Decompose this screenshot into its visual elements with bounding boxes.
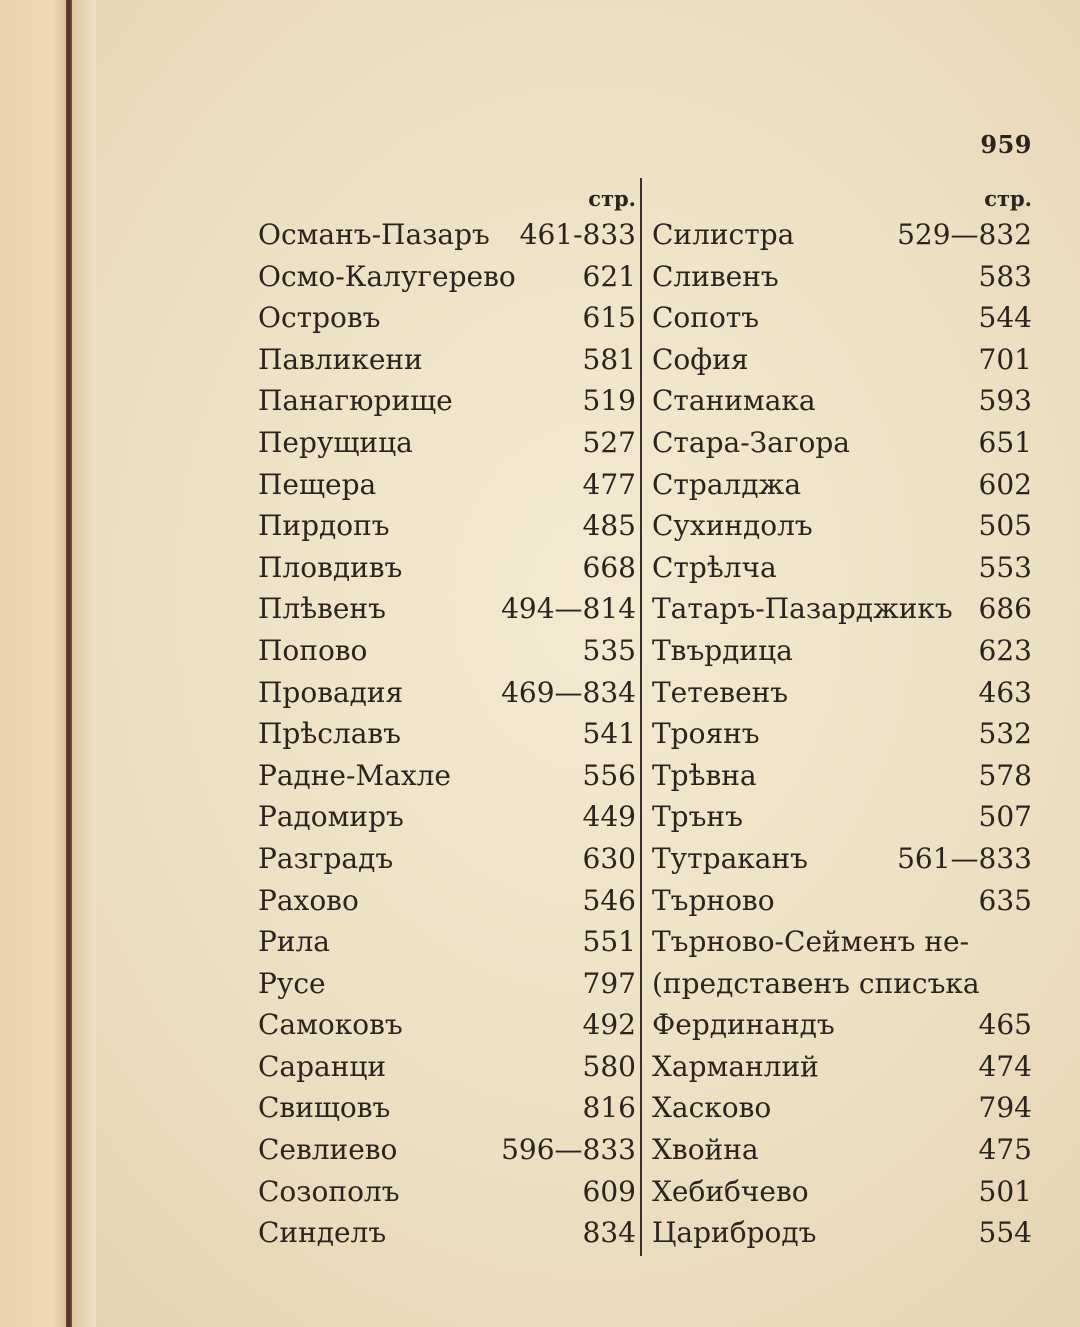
left-index-column xyxy=(258,186,636,1254)
index-entry xyxy=(652,1171,1032,1213)
entry-place-name: София xyxy=(652,342,749,376)
entry-place-name: Силистра xyxy=(652,218,795,251)
index-entry xyxy=(652,464,1032,506)
index-note-line-1: Търново-Сейменъ не- xyxy=(652,925,970,959)
entry-page-ref: 494—814 xyxy=(501,592,636,626)
entry-page-ref: 485 xyxy=(582,509,636,543)
entry-page-ref: 701 xyxy=(978,342,1032,376)
index-entry xyxy=(652,880,1032,922)
entry-place-name: Свищовъ xyxy=(258,1091,391,1125)
left-entry-list xyxy=(258,214,636,1254)
entry-page-ref: 580 xyxy=(582,1049,636,1083)
entry-page-ref: 581 xyxy=(582,342,636,376)
index-entry xyxy=(652,547,1032,589)
index-entry xyxy=(258,256,636,298)
right-entry-list-top xyxy=(652,214,1032,921)
entry-place-name: Фердинандъ xyxy=(652,1008,835,1042)
index-entry xyxy=(652,1004,1032,1046)
index-entry xyxy=(258,297,636,339)
entry-place-name: Троянъ xyxy=(652,717,760,751)
index-entry xyxy=(652,297,1032,339)
entry-page-ref: 544 xyxy=(978,301,1032,335)
book-spine-edge xyxy=(66,0,72,1327)
entry-page-ref: 556 xyxy=(582,758,636,792)
entry-place-name: Провадия xyxy=(258,675,404,709)
entry-place-name: Станимака xyxy=(652,384,816,418)
index-entry xyxy=(258,380,636,422)
entry-page-ref: 623 xyxy=(978,633,1032,667)
index-entry xyxy=(258,1046,636,1088)
entry-page-ref: 465 xyxy=(978,1008,1032,1042)
entry-place-name: Пловдивъ xyxy=(258,550,403,584)
index-entry xyxy=(258,464,636,506)
entry-page-ref: 527 xyxy=(582,425,636,459)
entry-place-name: Стара-Загора xyxy=(652,425,850,459)
entry-page-ref: 668 xyxy=(582,550,636,584)
index-entry xyxy=(652,796,1032,838)
entry-page-ref: 474 xyxy=(978,1049,1032,1083)
index-entry xyxy=(652,1129,1032,1171)
entry-place-name: Радомиръ xyxy=(258,800,404,834)
index-entry xyxy=(258,422,636,464)
entry-page-ref: 475 xyxy=(978,1133,1032,1167)
index-entry xyxy=(652,505,1032,547)
index-entry xyxy=(652,588,1032,630)
index-entry xyxy=(258,1087,636,1129)
entry-place-name: Попово xyxy=(258,633,368,667)
entry-page-ref: 621 xyxy=(582,259,636,293)
entry-page-ref: 794 xyxy=(978,1091,1032,1125)
index-entry xyxy=(258,339,636,381)
index-entry xyxy=(258,880,636,922)
entry-page-ref: 519 xyxy=(582,384,636,418)
entry-place-name: Тетевенъ xyxy=(652,675,789,709)
entry-place-name: Трънъ xyxy=(652,800,743,834)
entry-place-name: Созополъ xyxy=(258,1174,400,1208)
index-entry xyxy=(652,838,1032,880)
index-entry xyxy=(258,1171,636,1213)
entry-place-name: Стралджа xyxy=(652,467,802,501)
index-entry xyxy=(652,339,1032,381)
entry-page-ref: 630 xyxy=(582,841,636,875)
entry-page-ref: 461-833 xyxy=(519,218,636,251)
index-entry xyxy=(652,380,1032,422)
entry-page-ref: 596—833 xyxy=(501,1133,636,1167)
entry-place-name: Разградъ xyxy=(258,841,394,875)
entry-page-ref: 529—832 xyxy=(897,218,1032,251)
index-entry xyxy=(258,963,636,1005)
index-entry xyxy=(258,1129,636,1171)
entry-page-ref: 546 xyxy=(582,883,636,917)
entry-page-ref: 532 xyxy=(978,717,1032,751)
right-index-column xyxy=(652,186,1032,1254)
entry-page-ref: 541 xyxy=(582,717,636,751)
entry-place-name: Севлиево xyxy=(258,1133,398,1167)
entry-place-name: Хебибчево xyxy=(652,1174,809,1208)
entry-page-ref: 602 xyxy=(978,467,1032,501)
right-column-header: стр. xyxy=(984,186,1032,211)
entry-place-name: Пещера xyxy=(258,467,377,501)
entry-page-ref: 583 xyxy=(978,259,1032,293)
index-entry xyxy=(258,921,636,963)
entry-place-name: Търново xyxy=(652,883,775,917)
index-entry xyxy=(258,588,636,630)
entry-place-name: Татаръ-Пазарджикъ xyxy=(652,592,953,626)
entry-place-name: Твърдица xyxy=(652,633,793,667)
entry-place-name: Самоковъ xyxy=(258,1008,403,1042)
entry-place-name: Сопотъ xyxy=(652,301,760,335)
entry-place-name: Синделъ xyxy=(258,1216,387,1250)
entry-place-name: Павликени xyxy=(258,342,423,376)
entry-place-name: Осмо-Калугерево xyxy=(258,259,516,293)
index-entry xyxy=(258,672,636,714)
entry-page-ref: 449 xyxy=(582,800,636,834)
entry-page-ref: 578 xyxy=(978,758,1032,792)
entry-place-name: Островъ xyxy=(258,301,381,335)
entry-page-ref: 469—834 xyxy=(501,675,636,709)
entry-page-ref: 507 xyxy=(978,800,1032,834)
index-entry xyxy=(652,422,1032,464)
entry-place-name: Царибродъ xyxy=(652,1216,817,1250)
index-entry xyxy=(258,1004,636,1046)
index-entry xyxy=(652,1087,1032,1129)
column-divider xyxy=(640,178,642,1256)
entry-place-name: Стрѣлча xyxy=(652,550,777,584)
entry-page-ref: 686 xyxy=(978,592,1032,626)
index-entry xyxy=(258,838,636,880)
page-gutter xyxy=(0,0,96,1327)
entry-page-ref: 834 xyxy=(582,1216,636,1250)
index-entry xyxy=(258,505,636,547)
entry-page-ref: 816 xyxy=(582,1091,636,1125)
entry-page-ref: 551 xyxy=(582,925,636,959)
entry-place-name: Прѣславъ xyxy=(258,717,401,751)
index-entry xyxy=(258,1212,636,1254)
index-entry xyxy=(652,1046,1032,1088)
entry-page-ref: 501 xyxy=(978,1174,1032,1208)
entry-page-ref: 463 xyxy=(978,675,1032,709)
entry-place-name: Саранци xyxy=(258,1049,387,1083)
index-entry xyxy=(652,214,1032,256)
index-entry xyxy=(652,256,1032,298)
entry-place-name: Перущица xyxy=(258,425,413,459)
entry-place-name: Османъ-Пазаръ xyxy=(258,218,490,251)
left-column-header: стр. xyxy=(588,186,636,211)
entry-page-ref: 492 xyxy=(582,1008,636,1042)
entry-place-name: Трѣвна xyxy=(652,758,757,792)
index-entry xyxy=(258,214,636,256)
entry-page-ref: 593 xyxy=(978,384,1032,418)
index-entry xyxy=(652,630,1032,672)
entry-place-name: Сухиндолъ xyxy=(652,509,813,543)
entry-place-name: Тутраканъ xyxy=(652,841,808,875)
right-entry-list-bottom xyxy=(652,1004,1032,1254)
entry-place-name: Харманлий xyxy=(652,1049,819,1083)
index-entry xyxy=(652,755,1032,797)
entry-place-name: Русе xyxy=(258,966,326,1000)
index-entry xyxy=(652,672,1032,714)
index-entry xyxy=(258,547,636,589)
entry-place-name: Пирдопъ xyxy=(258,509,390,543)
entry-page-ref: 535 xyxy=(582,633,636,667)
entry-page-ref: 554 xyxy=(978,1216,1032,1250)
entry-page-ref: 615 xyxy=(582,301,636,335)
index-entry xyxy=(258,796,636,838)
entry-page-ref: 651 xyxy=(978,425,1032,459)
index-entry xyxy=(258,630,636,672)
page-number: 959 xyxy=(980,130,1032,159)
entry-place-name: Радне-Махле xyxy=(258,758,451,792)
entry-page-ref: 609 xyxy=(582,1174,636,1208)
entry-page-ref: 477 xyxy=(582,467,636,501)
entry-place-name: Сливенъ xyxy=(652,259,779,293)
entry-page-ref: 797 xyxy=(582,966,636,1000)
index-note-line-2: (представенъ списъка xyxy=(652,966,980,1000)
entry-place-name: Рахово xyxy=(258,883,359,917)
entry-page-ref: 505 xyxy=(978,509,1032,543)
entry-place-name: Рила xyxy=(258,925,330,959)
index-entry xyxy=(652,713,1032,755)
entry-place-name: Плѣвенъ xyxy=(258,592,386,626)
index-entry xyxy=(652,1212,1032,1254)
entry-place-name: Панагюрище xyxy=(258,384,453,418)
entry-place-name: Хасково xyxy=(652,1091,772,1125)
index-entry xyxy=(258,713,636,755)
entry-page-ref: 635 xyxy=(978,883,1032,917)
entry-page-ref: 561—833 xyxy=(897,841,1032,875)
entry-place-name: Хвойна xyxy=(652,1133,759,1167)
entry-page-ref: 553 xyxy=(978,550,1032,584)
index-entry xyxy=(258,755,636,797)
